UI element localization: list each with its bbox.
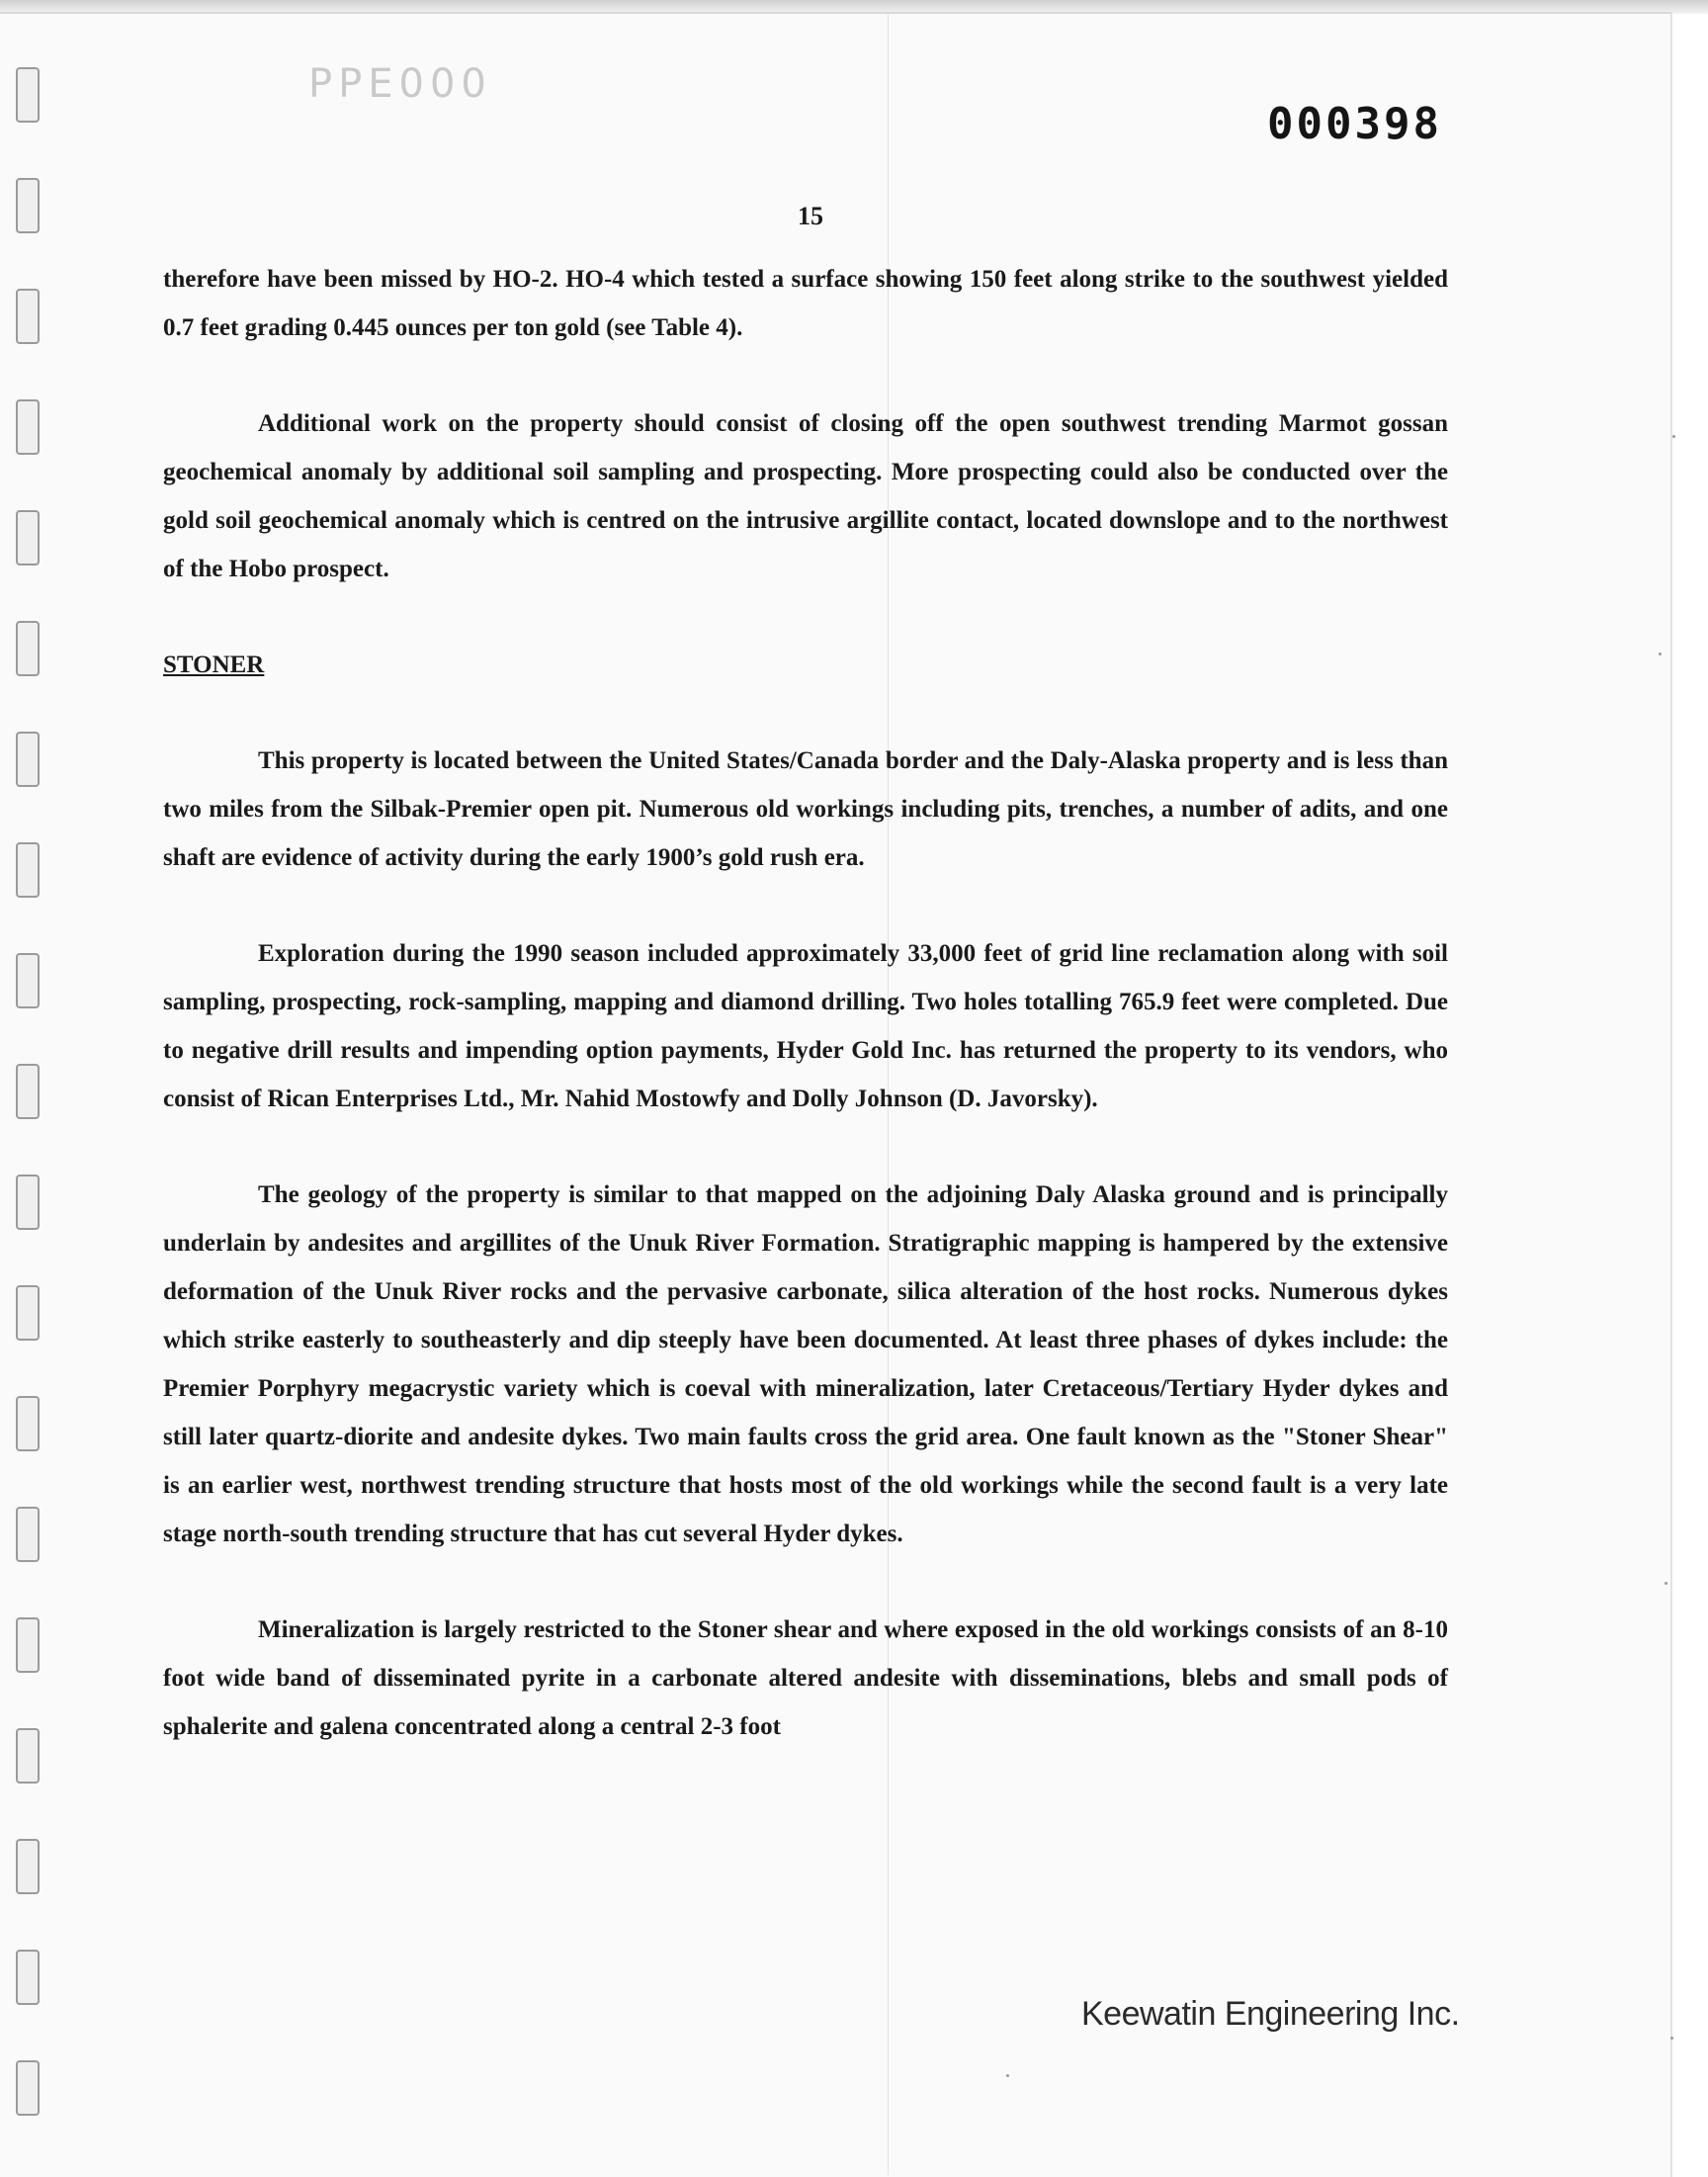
binder-hole — [16, 510, 40, 566]
binder-hole — [16, 732, 40, 787]
scan-speck — [1665, 1582, 1667, 1585]
footer-company-name: Keewatin Engineering Inc. — [1081, 1995, 1460, 2033]
binder-hole — [16, 2060, 40, 2116]
binder-hole — [16, 399, 40, 455]
binder-hole — [16, 1507, 40, 1562]
binder-hole — [16, 1396, 40, 1451]
binder-hole — [16, 953, 40, 1008]
binder-holes — [16, 67, 43, 2171]
binder-hole — [16, 1285, 40, 1341]
binder-hole — [16, 67, 40, 123]
paragraph: Exploration during the 1990 season included approximately 33,000 feet of grid line reclamation along with soil sampling, prospecting, rock-sampling, mapping and diamond drilling. Two holes totalling 765.9 feet were completed. Due to negative drill results and impending option payments, Hyder Gold Inc. has returned the property to its vendors, who consist of Rican Enterprises Ltd., Mr. Nahid Mostowfy and Dolly Johnson (D. Javorsky). — [163, 940, 1448, 1112]
scan-speck — [1659, 653, 1662, 655]
document-number-stamp: 000398 — [1267, 99, 1442, 149]
paragraph: The geology of the property is similar to that mapped on the adjoining Daly Alaska ground and is principally underlain by andesites and argillites of the Unuk River Formation. Stratigraphic mapping is hampered by the extensive deformation of the Unuk River rocks and the pervasive carbonate, silica alteration of the host rocks. Numerous dykes which strike easterly to southeasterly and dip steeply have been documented. At least three phases of dykes include: the Premier Porphyry megacrystic variety which is coeval with mineralization, later Cretaceous/Tertiary Hyder dykes and still later quartz-diorite and andesite dykes. Two main faults cross the grid area. One fault known as the "Stoner Shear" is an earlier west, northwest trending structure that hosts most of the old workings while the second fault is a very late stage north-south trending structure that has cut several Hyder dykes. — [163, 1181, 1448, 1547]
binder-hole — [16, 1839, 40, 1894]
paragraph: Additional work on the property should consist of closing off the open southwest trending Marmot gossan geochemical anomaly by additional soil sampling and prospecting. More prospecting could also be conducted over the gold soil geochemical anomaly which is centred on the intrusive argillite contact, located downslope and to the northwest of the Hobo prospect. — [163, 410, 1448, 582]
section-heading-stoner: STONER — [163, 652, 265, 678]
faded-stamp-number: PPE000 — [308, 61, 492, 107]
scan-speck — [1006, 2074, 1009, 2077]
page-body — [163, 255, 1448, 1798]
paragraph: This property is located between the United States/Canada border and the Daly-Alaska property and is less than two miles from the Silbak-Premier open pit. Numerous old workings including pits, trenches, a number of adits, and one shaft are evidence of activity during the early 1900’s gold rush era. — [163, 747, 1448, 871]
binder-hole — [16, 1950, 40, 2005]
binder-hole — [16, 1064, 40, 1119]
scan-speck — [1672, 435, 1675, 438]
paragraph: therefore have been missed by HO-2. HO-4 which tested a surface showing 150 feet along strike to the southwest yielded 0.7 feet grading 0.445 ounces per ton gold (see Table 4). — [163, 266, 1448, 341]
binder-hole — [16, 1175, 40, 1230]
paragraph: Mineralization is largely restricted to the Stoner shear and where exposed in the old workings consists of an 8-10 foot wide band of disseminated pyrite in a carbonate altered andesite with disseminations, blebs and small pods of sphalerite and galena concentrated along a central 2-3 foot — [163, 1616, 1448, 1740]
binder-hole — [16, 1728, 40, 1784]
scan-speck — [1670, 2037, 1673, 2040]
page-number: 15 — [798, 202, 823, 230]
binder-hole — [16, 842, 40, 898]
binder-hole — [16, 289, 40, 344]
binder-hole — [16, 1617, 40, 1673]
binder-hole — [16, 621, 40, 676]
